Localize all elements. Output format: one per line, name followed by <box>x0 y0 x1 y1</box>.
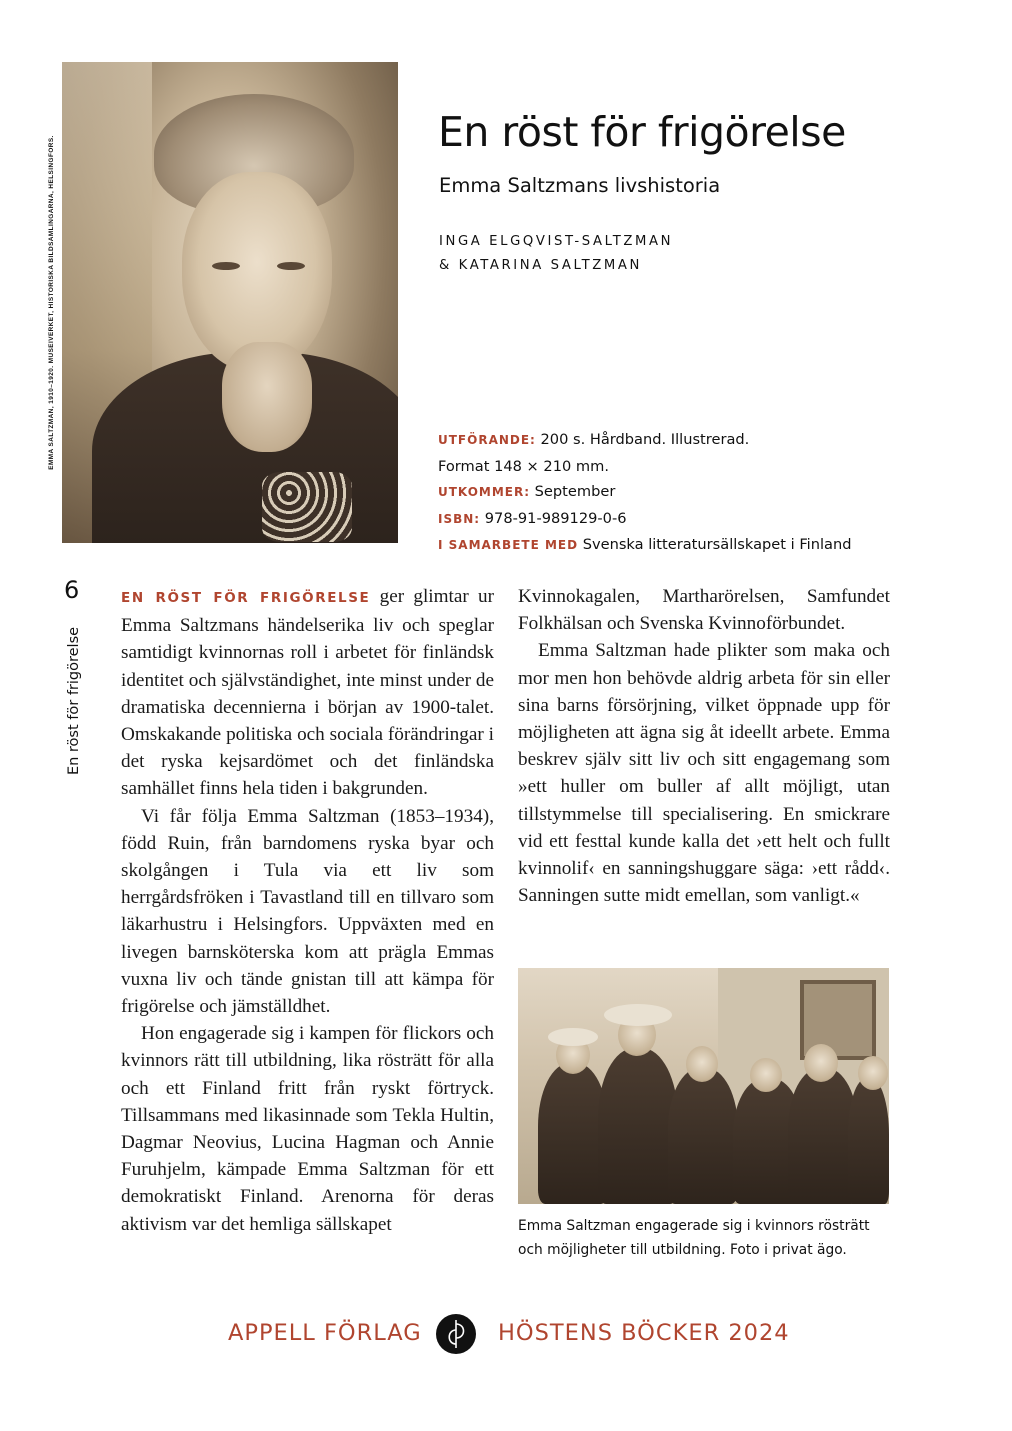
book-specs <box>438 427 851 559</box>
spec-label: ISBN: <box>438 511 481 526</box>
paragraph-3: Hon engagerade sig i kampen för flickors och kvinnors rätt till utbildning, lika rösträtt för alla och ett Finland fritt från ryskt förtryck. Tillsammans med likasinnade som Tekla Hultin, Dagmar Neovius, Lucina Hagman och Annie Furuhjelm, kämpade Emma Saltzman för ett demokratiskt Finland. Arenorna för deras aktivism var det hemliga sällskapet <box>121 1023 494 1235</box>
spec-label: UTFÖRANDE: <box>438 433 536 447</box>
spec-value: 200 s. Hårdband. Illustrerad. <box>540 431 750 448</box>
publisher-logo-icon <box>436 1314 476 1354</box>
group-photo <box>518 968 889 1204</box>
authors <box>439 230 673 278</box>
page-number: 6 <box>64 576 80 604</box>
spec-value: Svenska litteratursällskapet i Finland <box>582 536 852 553</box>
paragraph-2: Vi får följa Emma Saltzman (1853–1934), född Ruin, från barndomens ryska byar och skolgången i Tula via ett liv som herrgårdsfröken i Tavastland till en tillvaro som läkarhustru i Helsingfors. Uppväxten med en livegen barnsköterska kom att prägla Emmas vuxna liv och tände gnistan till att kämpa för frigörelse och jämställdhet. <box>121 805 494 1018</box>
spec-utkommer <box>438 479 851 506</box>
lead-in: EN RÖST FÖR FRIGÖRELSE <box>121 590 371 606</box>
spec-format: Format 148 × 210 mm. <box>438 457 609 475</box>
season-title: HÖSTENS BÖCKER 2024 <box>498 1320 790 1346</box>
caption-line-1: Emma Saltzman engagerade sig i kvinnors rösträtt <box>518 1218 870 1234</box>
paragraph-1 <box>121 583 494 803</box>
body-column-right <box>518 583 890 909</box>
paragraph-4: Emma Saltzman hade plikter som maka och mor men hon behövde aldrig arbeta för sin eller sina barns försörjning, vilket öppnade upp för möjligheten att ägna sig åt ideellt arbete. Emma beskrev själv sitt liv och sitt engagemang som »ett huller om buller af allt möjligt, utan tillstymmelse till specialisering. En smickrare vid ett festtal kunde kalla det ›ett helt och fullt kvinnolif‹ en sanningshuggare säga: ›ett rådd‹. Sanningen sutte midt emellan, som vanligt.« <box>518 640 890 907</box>
photo-credit <box>40 64 62 540</box>
portrait-photo <box>62 62 398 543</box>
spec-isbn <box>438 506 851 533</box>
publisher-name: APPELL FÖRLAG <box>228 1320 422 1346</box>
body-column-left <box>121 583 494 1238</box>
footer <box>0 1314 1012 1358</box>
book-subtitle: Emma Saltzmans livshistoria <box>439 174 721 197</box>
spec-label: UTKOMMER: <box>438 485 531 499</box>
spec-utforande <box>438 427 851 454</box>
photo-caption <box>518 1214 870 1262</box>
spec-value: September <box>534 483 616 500</box>
author-1: INGA ELGQVIST-SALTZMAN <box>439 234 674 249</box>
book-title: En röst för frigörelse <box>438 108 846 156</box>
paragraph-3-continued: Kvinnokagalen, Martharörelsen, Samfundet Folkhälsan och Svenska Kvinnoförbundet. <box>518 586 890 635</box>
paragraph-1-text: ger glimtar ur Emma Saltzmans händelserika liv och speglar samtidigt kvinnornas roll i arbetet för finländsk identitet och självständighet, inte minst under de dramatiska decennierna i början av 1900-talet. Omskakande politiska och sociala förändringar i det ryska kejsardömet och det finländska samhället finns hela tiden i bakgrunden. <box>121 586 494 800</box>
caption-line-2: och möjligheter till utbildning. Foto i privat ägo. <box>518 1242 847 1258</box>
spec-label: I SAMARBETE MED <box>438 538 579 552</box>
running-head-text: En röst för frigörelse <box>66 626 83 776</box>
author-2: & KATARINA SALTZMAN <box>439 258 642 273</box>
photo-credit-text: EMMA SALTZMAN, 1910–1920. MUSEIVERKET, HISTORISKA BILDSAMLINGARNA, HELSINGFORS. <box>47 134 55 470</box>
running-head <box>60 626 88 776</box>
spec-samarbete <box>438 532 851 559</box>
spec-value: 978-91-989129-0-6 <box>484 509 627 527</box>
